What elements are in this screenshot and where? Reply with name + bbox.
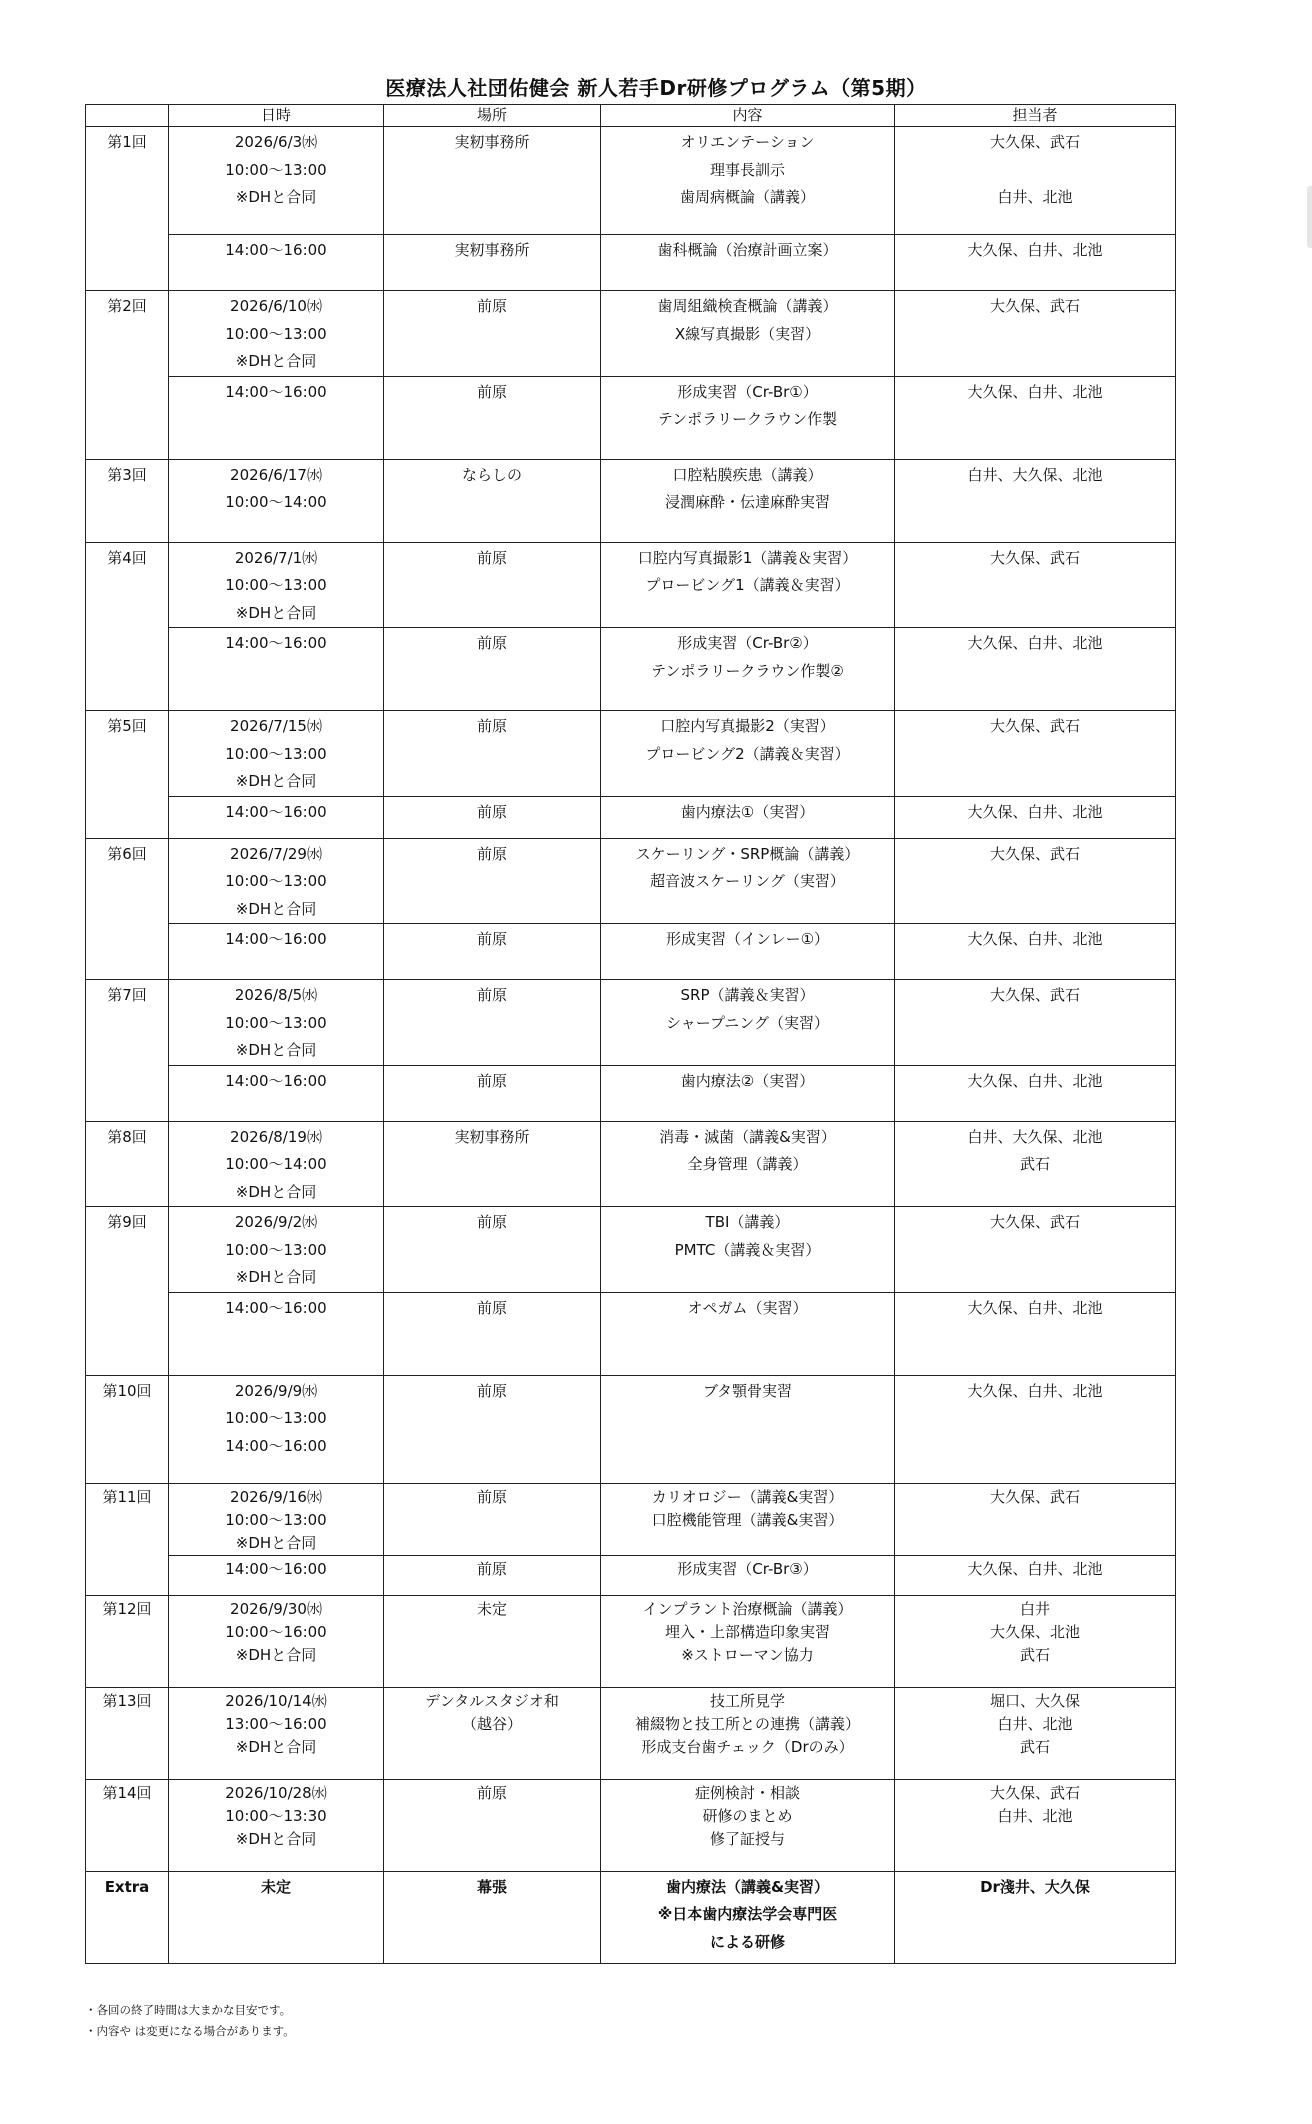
- session-datetime-line: ※DHと合同: [235, 352, 317, 370]
- session-datetime: [169, 1207, 384, 1293]
- session-place-line: デンタルスタジオ和: [425, 1691, 559, 1710]
- session-place-line: ならしの: [461, 465, 522, 484]
- session-staff-line: 武石: [1019, 1155, 1050, 1173]
- session-content-line: TBI（講義）: [705, 1213, 790, 1231]
- page-title: 医療法人社団佑健会 新人若手Dr研修プログラム（第5期）: [385, 76, 927, 100]
- session-row: [86, 628, 1176, 711]
- session-datetime-line: 14:00～16:00: [225, 1559, 327, 1578]
- session-place: [384, 1779, 601, 1871]
- session-content: [601, 924, 895, 980]
- session-datetime: [169, 838, 384, 924]
- session-place: [384, 1375, 601, 1483]
- session-datetime: [169, 459, 384, 542]
- session-number: 第4回: [86, 542, 169, 711]
- session-place: [384, 1292, 601, 1375]
- session-number: 第3回: [86, 459, 169, 542]
- session-datetime-line: ※DHと合同: [235, 772, 317, 790]
- session-datetime-line: 10:00～14:00: [225, 493, 327, 511]
- session-number: 第10回: [86, 1375, 169, 1483]
- header-content: 内容: [601, 105, 895, 127]
- session-place-line: 前原: [476, 986, 507, 1004]
- session-number: 第12回: [86, 1595, 169, 1687]
- session-number: 第2回: [86, 291, 169, 460]
- session-place: [384, 924, 601, 980]
- session-content-line: 口腔内写真撮影2（実習）: [660, 717, 835, 735]
- session-row: [86, 980, 1176, 1066]
- session-datetime-line: 14:00～16:00: [225, 802, 327, 821]
- session-content: [601, 711, 895, 797]
- session-row: [86, 924, 1176, 980]
- session-content-line: による研修: [709, 1932, 785, 1951]
- session-staff: [895, 796, 1176, 838]
- session-datetime-line: 2026/9/9㈬: [234, 1381, 318, 1400]
- session-place: [384, 542, 601, 628]
- session-staff: [895, 1065, 1176, 1121]
- session-row: [86, 291, 1176, 377]
- session-staff-line: 大久保、白井、北池: [967, 1381, 1103, 1400]
- session-datetime: [169, 1483, 384, 1555]
- session-datetime-line: 2026/7/29㈬: [230, 844, 322, 863]
- session-row: [86, 1292, 1176, 1375]
- session-content-line: 症例検討・相談: [694, 1783, 800, 1802]
- session-place-line: 未定: [476, 1599, 507, 1618]
- session-datetime: [169, 1121, 384, 1207]
- session-content: [601, 980, 895, 1066]
- session-datetime-line: 2026/6/17㈬: [230, 465, 322, 484]
- footnote-1: ・各回の終了時間は大まかな目安です。: [85, 2003, 292, 2017]
- session-staff-line: 武石: [1019, 1737, 1050, 1756]
- session-datetime-line: ※DHと合同: [235, 1533, 317, 1552]
- session-datetime: [169, 980, 384, 1066]
- session-place: [384, 291, 601, 377]
- session-datetime: [169, 1555, 384, 1595]
- session-staff-line: 白井、大久保、北池: [967, 1127, 1103, 1146]
- session-place: [384, 838, 601, 924]
- session-row: [86, 1483, 1176, 1555]
- session-datetime-line: 2026/8/19㈬: [230, 1127, 322, 1146]
- session-content-line: カリオロジー（講義&実習）: [651, 1487, 844, 1506]
- session-content-line: 超音波スケーリング（実習）: [650, 872, 845, 890]
- session-datetime-line: 2026/6/3㈬: [234, 133, 318, 151]
- session-row: [86, 542, 1176, 628]
- session-staff-line: 大久保、武石: [989, 1783, 1080, 1802]
- session-staff: [895, 1595, 1176, 1687]
- header-staff: 担当者: [895, 105, 1176, 127]
- session-place-line: 実籾事務所: [454, 1127, 530, 1146]
- session-staff: [895, 459, 1176, 542]
- session-place: [384, 1595, 601, 1687]
- session-row: [86, 1687, 1176, 1779]
- session-number: Extra: [86, 1871, 169, 1963]
- session-content: [601, 838, 895, 924]
- session-datetime-line: 2026/9/16㈬: [230, 1487, 322, 1506]
- session-datetime-line: ※DHと合同: [235, 1182, 317, 1201]
- session-datetime: [169, 1779, 384, 1871]
- session-content: [601, 1375, 895, 1483]
- session-content: [601, 1871, 895, 1963]
- session-datetime-line: 未定: [260, 1877, 291, 1896]
- session-datetime-line: 14:00～16:00: [225, 634, 327, 652]
- session-content: [601, 796, 895, 838]
- session-row: [86, 838, 1176, 924]
- session-staff: [895, 1292, 1176, 1375]
- session-place: [384, 1065, 601, 1121]
- session-content-line: 形成実習（Cr-Br③）: [677, 1559, 818, 1578]
- session-staff-line: 白井: [1019, 1599, 1050, 1618]
- session-number: 第5回: [86, 711, 169, 839]
- session-content-line: ブタ顎骨実習: [703, 1381, 792, 1400]
- session-place-line: 前原: [476, 1071, 507, 1090]
- session-row: [86, 235, 1176, 291]
- session-staff: [895, 1207, 1176, 1293]
- session-number: 第1回: [86, 127, 169, 291]
- session-place: [384, 628, 601, 711]
- session-number: 第9回: [86, 1207, 169, 1376]
- session-datetime: [169, 1375, 384, 1483]
- session-row: [86, 1779, 1176, 1871]
- session-content: [601, 628, 895, 711]
- session-place-line: 前原: [476, 802, 507, 821]
- session-place-line: 前原: [476, 844, 507, 863]
- session-content-line: 修了証授与: [709, 1829, 785, 1848]
- session-content-line: X線写真撮影（実習）: [674, 324, 821, 343]
- session-datetime-line: ※DHと合同: [235, 899, 317, 918]
- session-place: [384, 1207, 601, 1293]
- session-staff-line: 大久保、白井、北池: [967, 382, 1103, 401]
- session-staff: [895, 628, 1176, 711]
- session-content: [601, 459, 895, 542]
- session-datetime-line: ※DHと合同: [235, 1645, 317, 1664]
- session-datetime: [169, 127, 384, 235]
- session-datetime-line: 10:00～13:30: [225, 1806, 327, 1825]
- session-row: [86, 127, 1176, 235]
- session-content-line: インプラント治療概論（講義）: [642, 1599, 853, 1618]
- session-row: [86, 1555, 1176, 1595]
- session-staff-line: 白井、北池: [997, 188, 1073, 206]
- session-datetime-line: 10:00～14:00: [225, 1155, 327, 1173]
- session-content-line: 形成実習（Cr-Br①）: [677, 382, 818, 401]
- session-content-line: ※日本歯内療法学会専門医: [657, 1905, 838, 1923]
- session-staff: [895, 980, 1176, 1066]
- session-content-line: オペガム（実習）: [687, 1298, 808, 1317]
- session-place-line: 前原: [476, 1487, 507, 1506]
- session-row: [86, 1065, 1176, 1121]
- session-place-line: 実籾事務所: [454, 133, 530, 151]
- session-number: 第11回: [86, 1483, 169, 1595]
- session-datetime: [169, 1595, 384, 1687]
- session-content: [601, 127, 895, 235]
- session-content: [601, 1065, 895, 1121]
- session-datetime-line: 10:00～13:00: [225, 1013, 327, 1032]
- session-place-line: 前原: [476, 548, 507, 567]
- session-content-line: 形成支台歯チェック（Drのみ）: [641, 1737, 854, 1756]
- page-edge-tab: [1307, 186, 1312, 248]
- session-staff-line: 大久保、白井、北池: [967, 634, 1103, 652]
- session-content: [601, 1292, 895, 1375]
- session-content-line: 補綴物と技工所との連携（講義）: [634, 1714, 860, 1733]
- session-content: [601, 1687, 895, 1779]
- session-row: [86, 1595, 1176, 1687]
- session-content-line: 埋入・上部構造印象実習: [664, 1622, 830, 1641]
- session-content-line: 形成実習（インレー①）: [665, 930, 830, 948]
- session-staff-line: 白井、北池: [997, 1806, 1073, 1825]
- session-datetime-line: ※DHと合同: [235, 1041, 317, 1059]
- session-content-line: 歯内療法（講義&実習）: [665, 1877, 830, 1896]
- footnote-2: ・内容や は変更になる場合があります。: [85, 2024, 295, 2038]
- session-staff-line: 大久保、武石: [989, 548, 1080, 567]
- session-place: [384, 459, 601, 542]
- session-content-line: 口腔粘膜疾患（講義）: [672, 465, 823, 484]
- session-staff-line: 武石: [1019, 1645, 1050, 1664]
- session-staff: [895, 542, 1176, 628]
- session-place: [384, 235, 601, 291]
- session-staff: [895, 1375, 1176, 1483]
- session-datetime: [169, 1687, 384, 1779]
- session-number: 第7回: [86, 980, 169, 1122]
- session-staff: [895, 1121, 1176, 1207]
- session-place: [384, 1687, 601, 1779]
- header-number: [86, 105, 169, 127]
- session-place-line: （越谷）: [461, 1714, 522, 1733]
- session-row: [86, 796, 1176, 838]
- session-row: [86, 1871, 1176, 1963]
- session-place: [384, 376, 601, 459]
- session-staff-line: 大久保、白井、北池: [967, 802, 1103, 821]
- session-number: 第14回: [86, 1779, 169, 1871]
- session-content-line: 研修のまとめ: [702, 1806, 793, 1825]
- session-datetime-line: 10:00～13:00: [225, 576, 327, 594]
- session-staff-line: 大久保、白井、北池: [967, 1559, 1103, 1578]
- session-staff-line: 大久保、白井、北池: [967, 1298, 1103, 1317]
- session-staff-line: 大久保、白井、北池: [967, 930, 1103, 948]
- session-datetime-line: 14:00～16:00: [225, 382, 327, 401]
- session-place: [384, 127, 601, 235]
- session-row: [86, 1375, 1176, 1483]
- session-datetime: [169, 924, 384, 980]
- session-place-line: 前原: [476, 717, 507, 735]
- session-content-line: シャープニング（実習）: [666, 1013, 829, 1032]
- session-content: [601, 235, 895, 291]
- session-row: [86, 459, 1176, 542]
- session-datetime-line: 10:00～13:00: [225, 1240, 327, 1259]
- session-content-line: SRP（講義＆実習）: [680, 986, 815, 1004]
- session-staff: [895, 1779, 1176, 1871]
- session-datetime-line: ※DHと合同: [235, 188, 317, 206]
- session-content-line: 歯内療法②（実習）: [680, 1071, 815, 1090]
- session-staff-line: 大久保、武石: [989, 133, 1080, 151]
- session-content-line: スケーリング・SRP概論（講義）: [635, 844, 860, 863]
- session-staff-line: 大久保、武石: [989, 717, 1080, 735]
- session-datetime-line: 14:00～16:00: [225, 1436, 327, 1455]
- session-staff-line: 大久保、武石: [989, 844, 1080, 863]
- session-datetime-line: 14:00～16:00: [225, 241, 327, 259]
- session-datetime-line: 10:00～13:00: [225, 1510, 327, 1529]
- session-content-line: テンポラリークラウン作製②: [651, 661, 844, 680]
- session-content-line: プロービング2（講義＆実習）: [645, 744, 850, 763]
- session-datetime-line: ※DHと合同: [235, 1737, 317, 1756]
- session-staff: [895, 711, 1176, 797]
- session-content: [601, 291, 895, 377]
- session-staff-line: 大久保、白井、北池: [967, 241, 1103, 259]
- session-datetime: [169, 1292, 384, 1375]
- session-staff-line: 大久保、武石: [989, 1487, 1080, 1506]
- session-place: [384, 1555, 601, 1595]
- session-place-line: 前原: [476, 297, 507, 315]
- session-number: 第6回: [86, 838, 169, 980]
- session-datetime-line: 2026/10/28㈬: [225, 1783, 327, 1802]
- session-number: 第8回: [86, 1121, 169, 1207]
- session-datetime: [169, 1065, 384, 1121]
- session-datetime-line: 10:00～13:00: [225, 744, 327, 763]
- session-staff-line: 白井、大久保、北池: [967, 465, 1103, 484]
- session-row: [86, 1207, 1176, 1293]
- session-datetime-line: 2026/6/10㈬: [230, 297, 322, 315]
- session-content-line: 歯周病概論（講義）: [679, 188, 815, 206]
- session-staff: [895, 127, 1176, 235]
- session-datetime: [169, 235, 384, 291]
- session-datetime-line: 14:00～16:00: [225, 930, 327, 948]
- session-place: [384, 1483, 601, 1555]
- session-place: [384, 1871, 601, 1963]
- session-content-line: ※ストローマン協力: [681, 1645, 814, 1664]
- session-content-line: 形成実習（Cr-Br②）: [677, 634, 818, 652]
- session-staff: [895, 838, 1176, 924]
- session-content-line: 理事長訓示: [709, 160, 785, 179]
- session-place: [384, 1121, 601, 1207]
- session-datetime-line: 10:00～13:00: [225, 872, 327, 890]
- session-staff-line: [899, 157, 1171, 185]
- session-content: [601, 1207, 895, 1293]
- session-datetime: [169, 796, 384, 838]
- session-place-line: 前原: [476, 634, 507, 652]
- session-content-line: 口腔内写真撮影1（講義＆実習）: [637, 548, 858, 567]
- session-content: [601, 542, 895, 628]
- session-place-line: 前原: [476, 1559, 507, 1578]
- session-datetime: [169, 628, 384, 711]
- session-content-line: 消毒・滅菌（講義&実習）: [659, 1127, 836, 1146]
- session-datetime-line: 2026/8/5㈬: [234, 986, 318, 1004]
- session-place-line: 前原: [476, 1213, 507, 1231]
- session-staff-line: 大久保、武石: [989, 986, 1080, 1004]
- session-content: [601, 1779, 895, 1871]
- schedule-table: [85, 104, 1176, 1964]
- session-place-line: 実籾事務所: [454, 241, 530, 259]
- session-datetime-line: 2026/9/2㈬: [234, 1213, 318, 1231]
- session-datetime: [169, 1871, 384, 1963]
- session-datetime-line: 2026/7/1㈬: [234, 548, 318, 567]
- session-datetime-line: ※DHと合同: [235, 1829, 317, 1848]
- session-content-line: 歯内療法①（実習）: [680, 802, 815, 821]
- session-staff: [895, 924, 1176, 980]
- session-content-line: プロービング1（講義＆実習）: [645, 576, 850, 594]
- session-content-line: 口腔機能管理（講義&実習）: [651, 1510, 844, 1529]
- session-datetime: [169, 711, 384, 797]
- session-datetime-line: ※DHと合同: [235, 1268, 317, 1286]
- session-datetime-line: 2026/9/30㈬: [230, 1599, 322, 1618]
- session-content-line: 全身管理（講義）: [687, 1155, 808, 1173]
- session-staff-line: 大久保、武石: [989, 297, 1080, 315]
- session-place: [384, 711, 601, 797]
- session-content-line: 技工所見学: [709, 1691, 785, 1710]
- footnotes: [85, 2000, 295, 2042]
- session-content: [601, 1483, 895, 1555]
- session-place-line: 幕張: [476, 1877, 507, 1896]
- session-staff-line: 白井、北池: [997, 1714, 1073, 1733]
- session-place-line: 前原: [476, 1298, 507, 1317]
- session-place-line: 前原: [476, 382, 507, 401]
- session-content-line: 浸潤麻酔・伝達麻酔実習: [664, 493, 830, 511]
- session-datetime-line: 10:00～13:00: [225, 324, 327, 343]
- session-staff-line: Dr淺井、大久保: [980, 1877, 1090, 1896]
- session-staff-line: 大久保、武石: [989, 1213, 1080, 1231]
- session-staff: [895, 376, 1176, 459]
- session-row: [86, 711, 1176, 797]
- session-staff: [895, 1871, 1176, 1963]
- session-content: [601, 1555, 895, 1595]
- header-datetime: 日時: [169, 105, 384, 127]
- session-staff-line: 大久保、北池: [989, 1622, 1080, 1641]
- session-staff-line: 大久保、白井、北池: [967, 1071, 1103, 1090]
- table-header-row: [86, 105, 1176, 127]
- session-row: [86, 1121, 1176, 1207]
- session-datetime: [169, 291, 384, 377]
- session-datetime-line: ※DHと合同: [235, 603, 317, 622]
- session-staff: [895, 1555, 1176, 1595]
- session-content-line: テンポラリークラウン作製: [657, 410, 838, 428]
- session-staff-line: 堀口、大久保: [989, 1691, 1080, 1710]
- session-content: [601, 376, 895, 459]
- session-place: [384, 980, 601, 1066]
- session-content: [601, 1121, 895, 1207]
- session-datetime-line: 2026/10/14㈬: [225, 1691, 327, 1710]
- session-datetime-line: 10:00～13:00: [225, 1409, 327, 1427]
- session-place-line: 前原: [476, 1381, 507, 1400]
- header-place: 場所: [384, 105, 601, 127]
- session-content-line: オリエンテーション: [680, 133, 815, 151]
- session-content-line: 歯周組織検査概論（講義）: [657, 297, 838, 315]
- session-datetime-line: 2026/7/15㈬: [230, 717, 322, 735]
- session-datetime-line: 13:00～16:00: [225, 1714, 327, 1733]
- session-place-line: 前原: [476, 930, 507, 948]
- session-content-line: 歯科概論（治療計画立案）: [657, 241, 838, 259]
- session-content: [601, 1595, 895, 1687]
- session-content-line: PMTC（講義＆実習）: [674, 1240, 821, 1259]
- session-datetime: [169, 376, 384, 459]
- session-datetime-line: 10:00～16:00: [225, 1622, 327, 1641]
- session-place-line: 前原: [476, 1783, 507, 1802]
- session-staff: [895, 291, 1176, 377]
- session-place: [384, 796, 601, 838]
- session-staff: [895, 235, 1176, 291]
- session-staff: [895, 1483, 1176, 1555]
- session-datetime-line: 14:00～16:00: [225, 1298, 327, 1317]
- session-datetime-line: 14:00～16:00: [225, 1071, 327, 1090]
- session-number: 第13回: [86, 1687, 169, 1779]
- session-staff: [895, 1687, 1176, 1779]
- schedule-body: [86, 127, 1176, 1964]
- session-row: [86, 376, 1176, 459]
- session-datetime-line: 10:00～13:00: [225, 160, 327, 179]
- session-datetime: [169, 542, 384, 628]
